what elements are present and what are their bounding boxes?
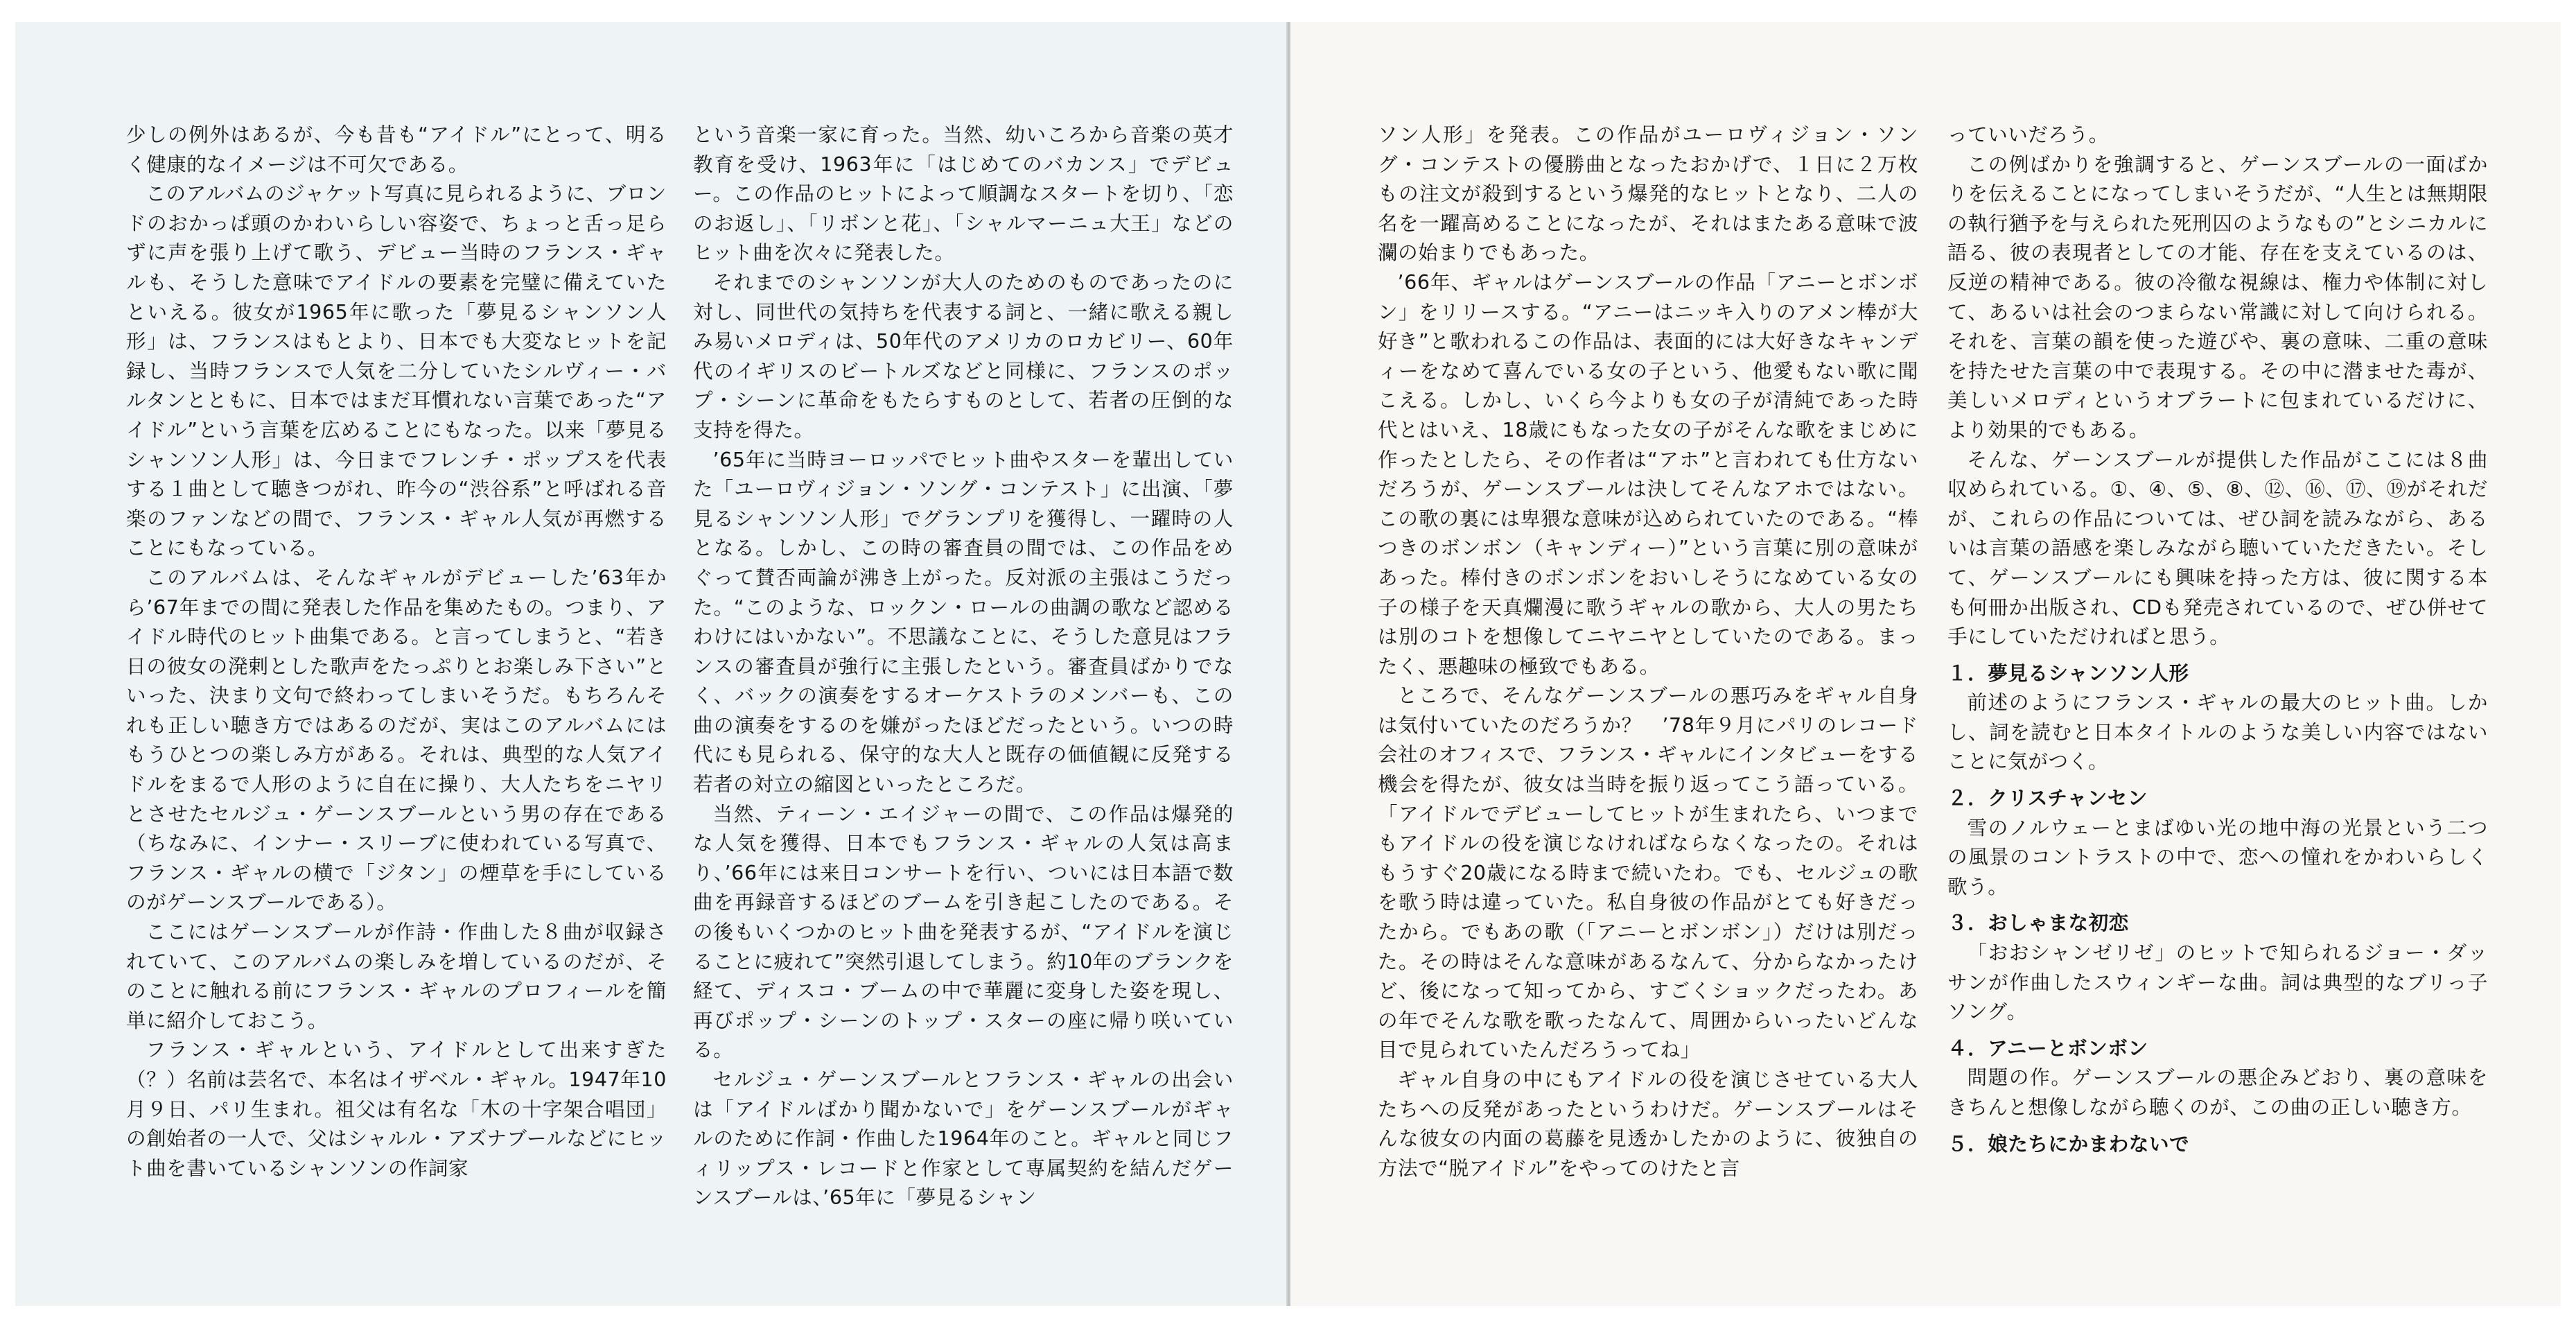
track-title: ５．娘たちにかまわないで [1947,1132,2190,1156]
paragraph: 当然、ティーン・エイジャーの間で、この作品は爆発的な人気を獲得、日本でもフランス・ギャルの人気は高まり、’66年には来日コンサートを行い、ついには日本語で数曲を再録音するほどのブームを引き起こしたのである。その後もいくつかのヒット曲を発表するが、“アイドルを演じることに疲れて”突然引退してしまう。約10年のブランクを経て、ディスコ・ブームの中で華麗に変身した姿を現し、再びポップ・シーンのトップ・スターの座に帰り咲いている。 [693,802,1234,1062]
paragraph: この例ばかりを強調すると、ゲーンスブールの一面ばかりを伝えることになってしまいそうだが、“人生とは無期限の執行猶予を与えられた死刑囚のようなもの”とシニカルに語る、彼の表現者としての才能、存在を支えているのは、反逆の精神である。彼の冷徹な視線は、権力や体制に対して、あるいは社会のつまらない常識に対して向けられる。それを、言葉の韻を使った遊びや、裏の意味、二重の意味を持たせた言葉の中で表現する。その中に潜ませた毒が、美しいメロディというオブラートに包まれているだけに、より効果的でもある。 [1947,153,2488,442]
track-description: 「おおシャンゼリゼ」のヒットで知られるジョー・ダッサンが作曲したスウィンギーな曲。詞は典型的なブリっ子ソング。 [1947,941,2488,1024]
left-page-column-1 [126,121,667,1183]
right-page-column-1 [1378,121,1918,1183]
paragraph: そんな、ゲーンスブールが提供した作品がここには８曲収められている。①、④、⑤、⑧、⑫、⑯、⑰、⑲がそれだが、これらの作品については、ぜひ詞を読みながら、あるいは言葉の語感を楽しみながら聴いていただきたい。そして、ゲーンスブールにも興味を持った方は、彼に関する本も何冊か出版され、CDも発売されているので、ぜひ併せて手にしていただければと思う。 [1947,448,2488,649]
paragraph: ’66年、ギャルはゲーンスブールの作品「アニーとボンボン」をリリースする。“アニーはニッキ入りのアメン棒が大好き”と歌われるこの作品は、表面的には大好きなキャンディーをなめて喜んでいる女の子という、他愛もない歌に聞こえる。しかし、いくら今よりも女の子が清純であった時代とはいえ、18歳にもなった女の子がそんな歌をまじめに作ったとしたら、その作者は“アホ”と言われても仕方ないだろうが、ゲーンスブールは決してそんなアホではない。この歌の裏には卑猥な意味が込められていたのである。“棒つきのボンボン（キャンディー）”という言葉に別の意味があった。棒付きのボンボンをおいしそうになめている女の子の様子を天真爛漫に歌うギャルの歌から、大人の男たちは別のコトを想像してニヤニヤとしていたのである。まったく、悪趣味の極致でもある。 [1378,270,1918,678]
paragraph: それまでのシャンソンが大人のためのものであったのに対し、同世代の気持ちを代表する詞と、一緒に歌える親しみ易いメロディは、50年代のアメリカのロカビリー、60年代のイギリスのビートルズなどと同様に、フランスのポップ・シーンに革命をもたらすものとして、若者の圧倒的な支持を得た。 [693,270,1234,442]
paragraph: このアルバムは、そんなギャルがデビューした’63年から’67年までの間に発表した作品を集めたもの。つまり、アイドル時代のヒット曲集である。と言ってしまうと、“若き日の彼女の溌剌とした歌声をたっぷりとお楽しみ下さい”といった、決まり文句で終わってしまいそうだ。もちろんそれも正しい聴き方ではあるのだが、実はこのアルバムにはもうひとつの楽しみ方がある。それは、典型的な人気アイドルをまるで人形のように自在に操り、大人たちをニヤリとさせたセルジュ・ゲーンスブールという男の存在である（ちなみに、インナー・スリーブに使われている写真で、フランス・ギャルの横で「ジタン」の煙草を手にしているのがゲーンスブールである）。 [126,566,667,914]
paragraph: ギャル自身の中にもアイドルの役を演じさせている大人たちへの反発があったというわけだ。ゲーンスブールはそんな彼女の内面の葛藤を見透かしたかのように、彼独自の方法で“脱アイドル”をやってのけたと言 [1378,1068,1918,1180]
paragraph: このアルバムのジャケット写真に見られるように、ブロンドのおかっぱ頭のかわいらしい容姿で、ちょっと舌っ足らずに声を張り上げて歌う、デビュー当時のフランス・ギャルも、そうした意味でアイドルの要素を完璧に備えていたといえる。彼女が1965年に歌った「夢見るシャンソン人形」は、フランスはもとより、日本でも大変なヒットを記録し、当時フランスで人気を二分していたシルヴィー・バルタンとともに、日本ではまだ耳慣れない言葉であった“アイドル”という言葉を広めることにもなった。以来「夢見るシャンソン人形」は、今日までフレンチ・ポップスを代表する１曲として聴きつがれ、昨今の“渋谷系”と呼ばれる音楽のファンなどの間で、フランス・ギャル人気が再燃することにもなっている。 [126,182,667,560]
track-title: ３．おしゃまな初恋 [1947,912,2129,935]
paragraph: ’65年に当時ヨーロッパでヒット曲やスターを輩出していた「ユーロヴィジョン・ソング・コンテスト」に出演、「夢見るシャンソン人形」でグランプリを獲得し、一躍時の人となる。しかし、この時の審査員の間では、この作品をめぐって賛否両論が沸き上がった。反対派の主張はこうだった。“このような、ロックン・ロールの曲調の歌など認めるわけにはいかない”。不思議なことに、そうした意見はフランスの審査員が強行に主張したという。審査員ばかりでなく、バックの演奏をするオーケストラのメンバーも、この曲の演奏をするのを嫌がったほどだったという。いつの時代にも見られる、保守的な大人と既存の価値観に反発する若者の対立の縮図といったところだ。 [693,448,1234,797]
left-page [15,22,1289,1306]
paragraph: セルジュ・ゲーンスブールとフランス・ギャルの出会いは「アイドルばかり聞かないで」をゲーンスブールがギャルのために作詞・作曲した1964年のこと。ギャルと同じフィリップス・レコードと作家として専属契約を結んだゲーンスブールは、’65年に「夢見るシャン [693,1068,1234,1210]
paragraph: ソン人形」を発表。この作品がユーロヴィジョン・ソング・コンテストの優勝曲となったおかげで、１日に２万枚もの注文が殺到するという爆発的なヒットとなり、二人の名を一躍高めることになったが、それはまたある意味で波瀾の始まりでもあった。 [1378,123,1918,265]
track-description: 問題の作。ゲーンスブールの悪企みどおり、裏の意味をきちんと想像しながら聴くのが、この曲の正しい聴き方。 [1947,1066,2488,1119]
paragraph: ところで、そんなゲーンスブールの悪巧みをギャル自身は気付いていたのだろうか？ ’78年９月にパリのレコード会社のオフィスで、フランス・ギャルにインタビューをする機会を得たが、彼女は当時を振り返ってこう語っている。「アイドルでデビューしてヒットが生まれたら、いつまでもアイドルの役を演じなければならなくなったの。それはもうすぐ20歳になる時まで続いたわ。でも、セルジュの歌を歌う時は違っていた。私自身彼の作品がとても好きだったから。でもあの歌（「アニーとボンボン」）だけは別だった。その時はそんな意味があるなんて、分からなかったけど、後になって知ってから、すごくショックだったわ。あの年でそんな歌を歌ったなんて、周囲からいったいどんな目で見られていたんだろうってね」 [1378,684,1919,1062]
paragraph: フランス・ギャルという、アイドルとして出来すぎた（？）名前は芸名で、本名はイザベル・ギャル。1947年10月９日、パリ生まれ。祖父は有名な「木の十字架合唱団」の創始者の一人で、父はシャルル・アズナブールなどにヒット曲を書いているシャンソンの作詞家 [126,1038,667,1180]
paragraph: という音楽一家に育った。当然、幼いころから音楽の英才教育を受け、1963年に「はじめてのバカンス」でデビュー。この作品のヒットによって順調なスタートを切り、「恋のお返し」、「リボンと花」、「シャルマーニュ大王」などのヒット曲を次々に発表した。 [693,123,1234,265]
left-page-column-2 [693,121,1234,1213]
paragraph: 少しの例外はあるが、今も昔も“アイドル”にとって、明るく健康的なイメージは不可欠である。 [126,123,667,176]
right-page [1290,22,2561,1306]
track-description: 雪のノルウェーとまばゆい光の地中海の光景という二つの風景のコントラストの中で、恋への憧れをかわいらしく歌う。 [1947,816,2488,898]
track-title: １．夢見るシャンソン人形 [1947,661,2189,685]
paragraph: ここにはゲーンスブールが作詩・作曲した８曲が収録されていて、このアルバムの楽しみを増しているのだが、そのことに触れる前にフランス・ギャルのプロフィールを簡単に紹介しておこう。 [126,921,667,1032]
track-title: ４．アニーとボンボン [1947,1036,2148,1060]
track-title: ２．クリスチャンセン [1947,787,2148,810]
paragraph: っていいだろう。 [1947,123,2109,146]
right-page-column-2 [1947,121,2488,1159]
track-description: 前述のようにフランス・ギャルの最大のヒット曲。しかし、詞を読むと日本タイトルのような美しい内容ではないことに気がつく。 [1947,691,2488,774]
